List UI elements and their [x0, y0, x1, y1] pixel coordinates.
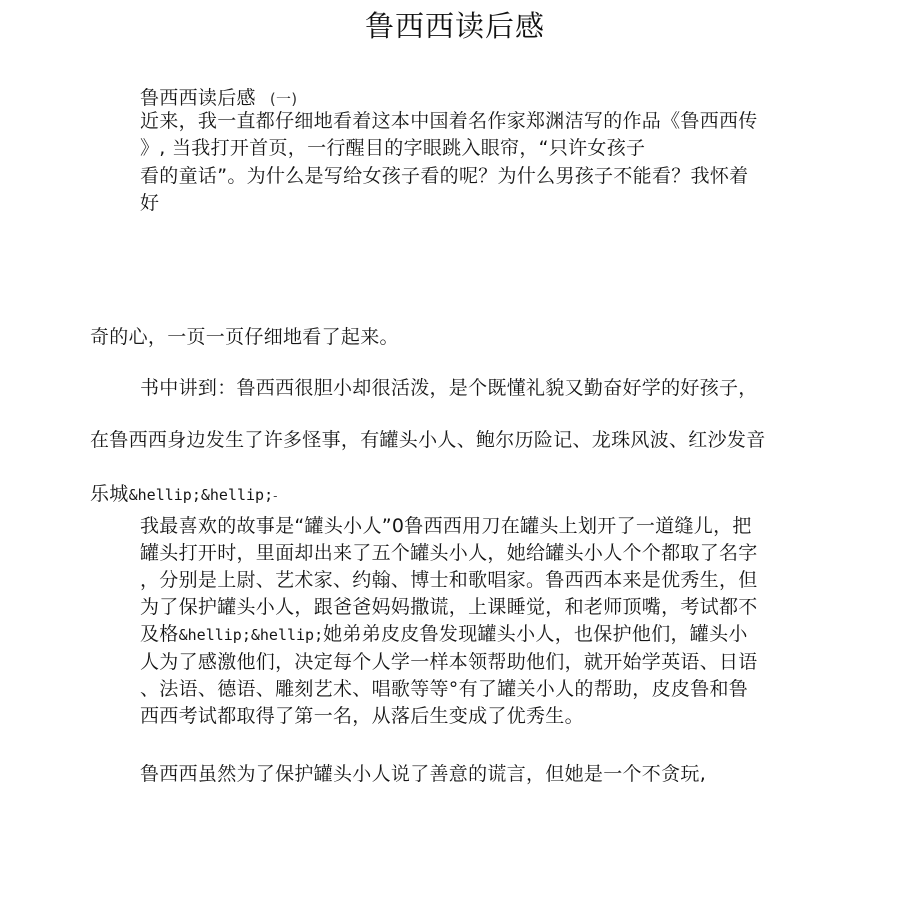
paragraph3-line2: 罐头打开时，里面却出来了五个罐头小人，她给罐头小人个个都取了名字: [140, 542, 758, 564]
paragraph2-line2: 在鲁西西身边发生了许多怪事，有罐头小人、鲍尔历险记、龙珠风波、红沙发音: [90, 429, 766, 451]
paragraph3-line1: 我最喜欢的故事是“罐头小人”0鲁西西用刀在罐头上划开了一道缝儿，把: [140, 515, 752, 537]
paragraph1-line4: 好: [140, 192, 160, 214]
paragraph3-line5-entity: &hellip;&hellip;: [178, 626, 324, 644]
paragraph2-line3-mark: -: [273, 489, 278, 503]
paragraph3-line5-text: 及格: [140, 623, 179, 645]
paragraph3-line4: 为了保护罐头小人，跟爸爸妈妈撒谎，上课睡觉，和老师顶嘴，考试都不: [140, 596, 758, 618]
paragraph3-line5: [140, 619, 748, 646]
document-title: 鲁西西读后感: [364, 9, 545, 43]
paragraph1-line2: 》, 当我打开首页，一行醒目的字眼跳入眼帘，“只许女孩子: [140, 137, 646, 159]
subtitle-number: (一): [269, 90, 298, 108]
paragraph3-line6: 人为了感激他们，决定每个人学一样本领帮助他们，就开始学英语、日语: [140, 651, 758, 673]
subtitle: 鲁西西读后感: [140, 87, 256, 109]
paragraph3-line5-rest: 她弟弟皮皮鲁发现罐头小人，也保护他们，罐头小: [323, 623, 748, 645]
paragraph1-line1: 近来，我一直都仔细地看着这本中国着名作家郑渊洁写的作品《鲁西西传: [140, 110, 758, 132]
paragraph3-line3: ，分别是上尉、艺术家、约翰、博士和歌唱家。鲁西西本来是优秀生，但: [140, 569, 758, 591]
paragraph2-line3-text: 乐城: [90, 483, 129, 505]
paragraph1-line5: 奇的心，一页一页仔细地看了起来。: [90, 326, 399, 348]
paragraph4-line1: 鲁西西虽然为了保护罐头小人说了善意的谎言，但她是一个不贪玩,: [140, 763, 707, 785]
paragraph3-line7: 、法语、德语、雕刻艺术、唱歌等等°有了罐关小人的帮助，皮皮鲁和鲁: [140, 678, 749, 700]
paragraph2-line3: [90, 479, 278, 506]
paragraph1-line3: 看的童话”。为什么是写给女孩子看的呢？为什么男孩子不能看？我怀着: [140, 165, 749, 187]
paragraph2-line1: 书中讲到：鲁西西很胆小却很活泼，是个既懂礼貌又勤奋好学的好孩子，: [140, 377, 758, 399]
paragraph2-line3-entity: &hellip;&hellip;: [128, 486, 274, 504]
paragraph3-line8: 西西考试都取得了第一名，从落后生变成了优秀生。: [140, 705, 584, 727]
